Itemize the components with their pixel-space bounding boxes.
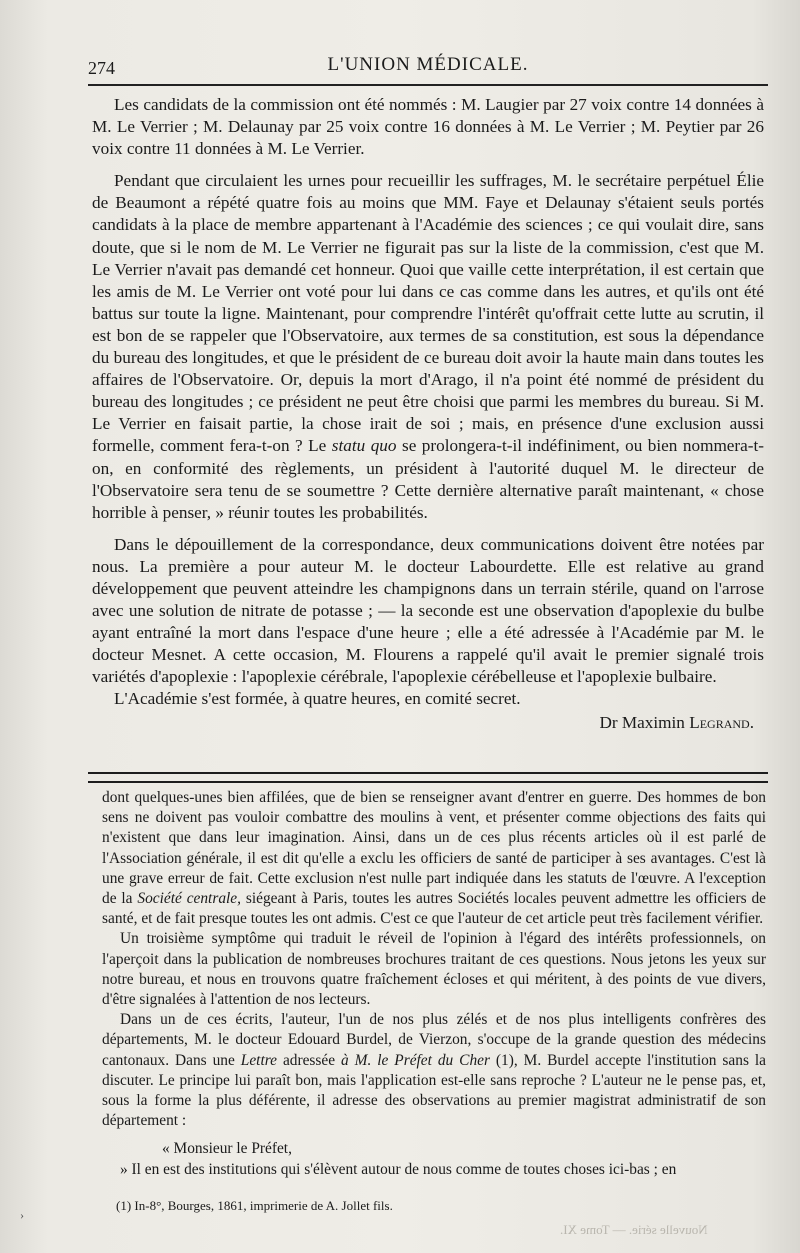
paragraph: Un troisième symptôme qui traduit le réveil de l'opinion à l'égard des intérêts professionnels, on l'aperçoit dans la publication de nombreuses brochures traitant de ces questions. Nous jetons les yeux sur notre bureau, et nous en trouvons quatre fraîchement écloses et qui méritent, à des points de vue divers, d'être signalées à l'attention de nos lecteurs.	[102, 930, 766, 1009]
signature-prefix: Dr Maximin	[599, 712, 685, 732]
paragraph	[102, 1010, 766, 1131]
signature-name: Legrand.	[689, 712, 754, 732]
text-run: dont quelques-unes bien affilées, que de bien se renseigner avant d'entrer en guerre. Des hommes de bon sens ne doivent pas vouloir combattre des moulins à vent, et présenter comme objections des faits qui n'existent que dans leur imagination. Ainsi, dans un de ces plus récents articles où il est parlé de l'Association générale, il est dit qu'elle a exclu les officiers de santé de participer à ses avantages. C'est là une grave erreur de fait. Cette exclusion n'est nulle part indiquée dans les statuts de l'œuvre. A l'exception de la	[102, 789, 766, 908]
paragraph: L'Académie s'est formée, à quatre heures, en comité secret.	[114, 689, 521, 709]
text-run: Dans un de ces écrits, l'auteur, l'un de nos plus zélés et de nos plus intelligents confrères des départements, M. le docteur Edouard Burdel, de Vierzon, s'occupe de la grande question des médecins cantonaux. Dans une	[102, 1011, 766, 1069]
article-body	[92, 94, 764, 734]
paragraph: Dans le dépouillement de la correspondance, deux communications doivent être notées par nous. La première a pour auteur M. le docteur Labourdette. Elle est relative au grand développement que peuvent atteindre les champignons dans un terrain stérile, quand on l'arrose avec une solution de nitrate de potasse ; — la seconde est une observation d'apoplexie du bulbe ayant entraîné la mort dans l'espace d'une heure ; elle a été adressée à l'Académie par M. le docteur Mesnet. A cette occasion, M. Flourens a rappelé qu'il avait le premier signalé trois variétés d'apoplexie : l'apoplexie cérébrale, l'apoplexie cérébelleuse et l'apoplexie bulbaire.	[92, 534, 764, 687]
text-run: Pendant que circulaient les urnes pour recueillir les suffrages, M. le secrétaire perpétuel Élie de Beaumont a répété quatre fois au moins que MM. Faye et Delaunay s'étaient seuls portés candidats à la place de membre appartenant à l'Académie des sciences ; ce qui voulait dire, sans doute, que si le nom de M. Le Verrier ne figurait pas sur la liste de la commission, c'est que M. Le Verrier n'avait pas demandé cet honneur. Quoi que vaille cette interprétation, il est certain que les amis de M. Le Verrier ont voté pour lui dans ce cas comme dans les autres, et qu'ils ont été battus sur toute la ligne. Maintenant, pour comprendre l'intérêt qu'offrait cette lutte au scrutin, il est bon de se rappeler que l'Observatoire, aux termes de sa constitution, est sous la dépendance du bureau des longitudes, et que le président de ce bureau doit avoir la haute main dans toutes les affaires de l'Observatoire. Or, depuis la mort d'Arago, il n'a point été nommé de président du bureau des longitudes ; ce président ne peut être choisi que parmi les membres du bureau. Si M. Le Verrier en faisait partie, la chose irait de soi ; mais, en présence d'une exclusion aussi formelle, comment fera-t-on ? Le	[92, 171, 764, 456]
paragraph	[92, 170, 764, 524]
footnote: (1) In-8°, Bourges, 1861, imprimerie de A. Jollet fils.	[116, 1198, 393, 1213]
text-run: siégeant à Paris, toutes les autres Sociétés locales peuvent admettre les officiers de santé, et de fait presque toutes les ont admis. C'est ce que l'auteur de cet article peut très facilement vérifier.	[102, 890, 766, 928]
margin-mark: ›	[20, 1208, 24, 1222]
text-run: (1), M. Burdel accepte l'institution sans la discuter. Le principe lui paraît bon, mais l'application est-elle sans reproche ? L'auteur ne le pense pas, et, sous la forme la plus déférente, il adresse des observations au premier magistrat administratif de son département :	[102, 1051, 766, 1130]
page-number: 274	[88, 58, 115, 78]
quote-line: « Monsieur le Préfet,	[162, 1140, 292, 1158]
text-run: adressée	[282, 1051, 336, 1069]
header-rule	[88, 84, 768, 86]
quote-line: » Il en est des institutions qui s'élèvent autour de nous comme de toutes choses ici-bas ; en	[120, 1160, 677, 1178]
signature	[92, 712, 764, 734]
feuilleton-body	[102, 788, 766, 1180]
bleed-through-footer: Nouvelle série. — Tome XI.	[560, 1222, 708, 1237]
running-title: L'UNION MÉDICALE.	[327, 54, 529, 75]
italic-text: à M. le Préfet du Cher	[341, 1051, 490, 1069]
paragraph	[102, 788, 766, 929]
page-header	[88, 50, 768, 78]
italic-text: statu quo	[331, 436, 397, 456]
paragraph: Les candidats de la commission ont été nommés : M. Laugier par 27 voix contre 14 données à M. Le Verrier ; M. Delaunay par 25 voix contre 16 données à M. Le Verrier ; M. Peytier par 26 voix contre 11 données à M. Le Verrier.	[92, 95, 764, 159]
text-run: se prolongera-t-il indéfiniment, ou bien nommera-t-on, en conformité des règlements, un président à l'autorité duquel M. le directeur de l'Observatoire sera tenu de se soumettre ? Cette dernière alternative paraît maintenant, « chose horrible à penser, » réunir toutes les probabilités.	[92, 436, 765, 522]
italic-text: Lettre	[240, 1051, 277, 1069]
italic-text: Société centrale,	[137, 890, 241, 908]
feuilleton-divider	[88, 772, 768, 783]
